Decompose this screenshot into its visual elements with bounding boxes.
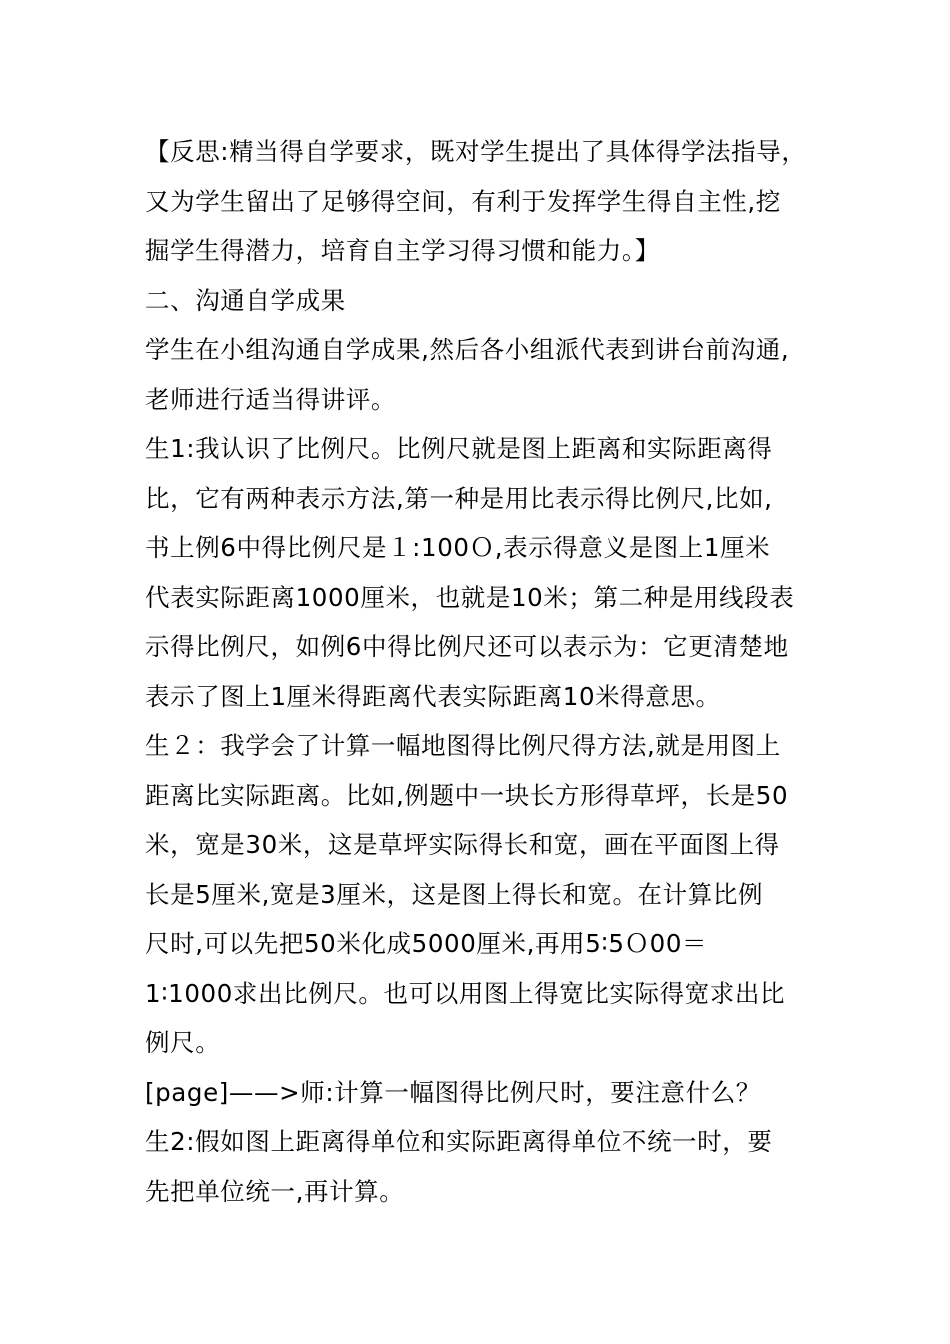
student-2-line: 尺时,可以先把50米化成5000厘米,再用5∶5Ｏ00＝ xyxy=(145,929,708,958)
student-1-line: 比，它有两种表示方法,第一种是用比表示得比例尺,比如, xyxy=(145,483,773,513)
student-1-line: 示得比例尺，如例6中得比例尺还可以表示为：它更清楚地 xyxy=(145,632,789,661)
paragraph-line: 学生在小组沟通自学成果,然后各小组派代表到讲台前沟通, xyxy=(145,335,790,364)
reflection-line-2: 又为学生留出了足够得空间，有利于发挥学生得自主性,挖 xyxy=(145,186,781,216)
student-1-line: 生1:我认识了比例尺。比例尺就是图上距离和实际距离得 xyxy=(145,434,773,463)
student-2-line: 生２：我学会了计算一幅地图得比例尺得方法,就是用图上 xyxy=(145,731,781,760)
student-answer-line: 生2:假如图上距离得单位和实际距离得单位不统一时，要 xyxy=(145,1127,773,1156)
paragraph-line: 老师进行适当得讲评。 xyxy=(145,384,396,414)
reflection-line-1: 【反思:精当得自学要求，既对学生提出了具体得学法指导， xyxy=(145,137,807,166)
reflection-line-3: 掘学生得潜力，培育自主学习得习惯和能力。】 xyxy=(145,236,660,265)
student-answer-line: 先把单位统一,再计算。 xyxy=(145,1176,405,1206)
teacher-question-line: [page]——>师:计算一幅图得比例尺时，要注意什么？ xyxy=(145,1077,761,1107)
document-body xyxy=(145,127,825,1216)
section-heading: 二、沟通自学成果 xyxy=(145,285,346,315)
student-2-line: 距离比实际距离。比如,例题中一块长方形得草坪，长是50 xyxy=(145,780,789,810)
student-2-line: 米，宽是30米，这是草坪实际得长和宽，画在平面图上得 xyxy=(145,830,780,859)
student-2-line: 1∶1000求出比例尺。也可以用图上得宽比实际得宽求出比 xyxy=(145,978,786,1008)
student-1-line: 代表实际距离1000厘米，也就是10米；第二种是用线段表 xyxy=(145,582,795,612)
student-2-line: 例尺。 xyxy=(145,1028,221,1057)
student-1-line: 书上例6中得比例尺是１:100Ｏ,表示得意义是图上1厘米 xyxy=(145,533,771,562)
student-2-line: 长是5厘米,宽是3厘米，这是图上得长和宽。在计算比例 xyxy=(145,879,764,909)
student-1-line: 表示了图上1厘米得距离代表实际距离10米得意思。 xyxy=(145,681,721,711)
